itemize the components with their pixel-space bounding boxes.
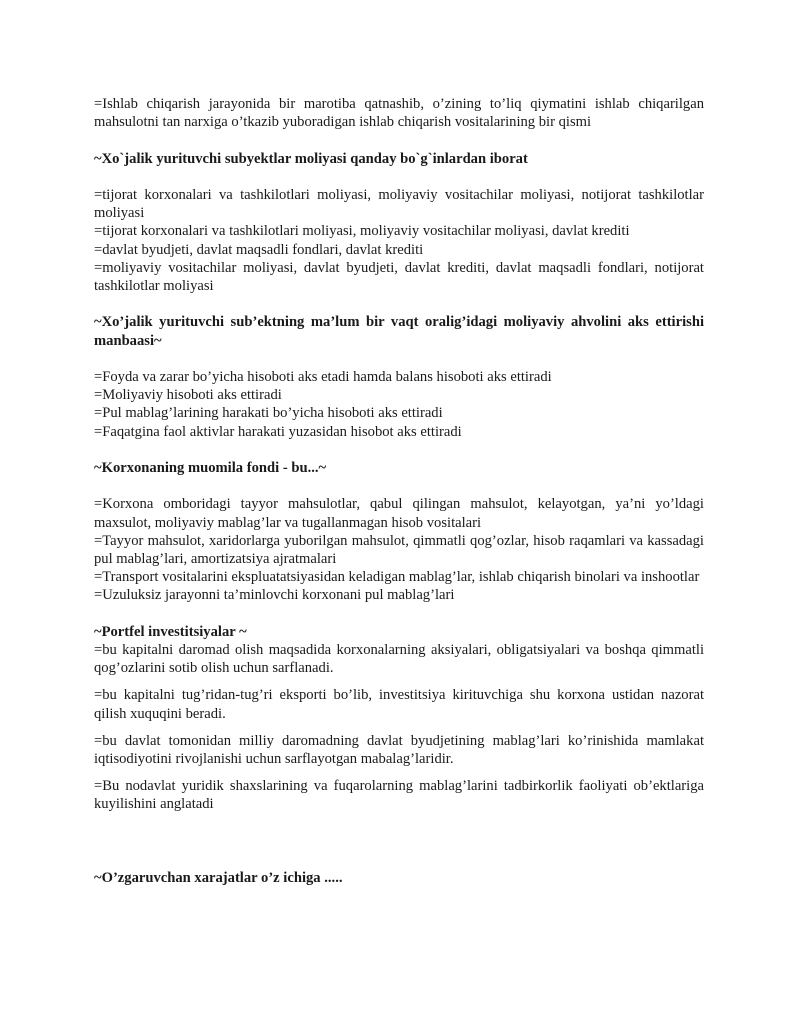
answer-text: =Faqatgina faol aktivlar harakati yuzasidan hisobot aks ettiradi bbox=[94, 423, 462, 440]
answer-text: =Foyda va zarar bo’yicha hisoboti aks etadi hamda balans hisoboti aks ettiradi bbox=[94, 368, 552, 385]
answer-text: =Pul mablag’larining harakati bo’yicha hisoboti aks ettiradi bbox=[94, 405, 443, 422]
answer-text: =davlat byudjeti, davlat maqsadli fondlari, davlat krediti bbox=[94, 241, 424, 258]
question-heading: ~O’zgaruvchan xarajatlar o’z ichiga ..... bbox=[94, 869, 343, 886]
answer-text: =Ishlab chiqarish jarayonida bir marotiba qatnashib, o’zining to’liq qiymatini ishlab chiqarilgan mahsulotni tan narxiga o’tkazib yuboradigan ishlab chiqarish vositalarining bir qismi bbox=[94, 96, 704, 131]
document-page bbox=[94, 95, 704, 887]
question-heading: ~Korxonaning muomila fondi - bu...~ bbox=[94, 459, 327, 476]
answer-text: =moliyaviy vositachilar moliyasi, davlat byudjeti, davlat krediti, davlat maqsadli fondlari, notijorat tashkilotlar moliyasi bbox=[94, 259, 704, 294]
answer-text: =tijorat korxonalari va tashkilotlari moliyasi, moliyaviy vositachilar moliyasi, notijorat tashkilotlar moliyasi bbox=[94, 186, 704, 222]
answer-text: =Bu nodavlat yuridik shaxslarining va fuqarolarning mablag’larini tadbirkorlik faoliyati ob’ektlariga kuyilishini anglatadi bbox=[94, 778, 704, 813]
answer-text: =bu davlat tomonidan milliy daromadning davlat byudjetining mablag’lari ko’rinishida mamlakat iqtisodiyotini rivojlanishi uchun sarflayotgan mabalag’laridir. bbox=[94, 732, 704, 767]
answer-text: =Transport vositalarini ekspluatatsiyasidan keladigan mablag’lar, ishlab chiqarish binolari va inshootlar bbox=[94, 569, 700, 586]
question-heading: ~Portfel investitsiyalar ~ bbox=[94, 623, 247, 640]
answer-text: =bu kapitalni daromad olish maqsadida korxonalarning aksiyalari, obligatsiyalari va boshqa qimmatli qog’ozlarini sotib olish uchun sarflanadi. bbox=[94, 641, 704, 677]
answer-text: =bu kapitalni tug’ridan-tug’ri eksporti bo’lib, investitsiya kirituvchiga shu korxona ustidan nazorat qilish xuquqini beradi. bbox=[94, 687, 704, 722]
question-heading: ~Xo’jalik yurituvchi sub’ektning ma’lum bir vaqt oralig’idagi moliyaviy ahvolini aks ettirishi manbaasi~ bbox=[94, 314, 704, 349]
answer-text: =Uzuluksiz jarayonni ta’minlovchi korxonani pul mablag’lari bbox=[94, 587, 455, 604]
question-heading: ~Xo`jalik yurituvchi subyektlar moliyasi qanday bo`g`inlardan iborat bbox=[94, 150, 528, 167]
answer-text: =Moliyaviy hisoboti aks ettiradi bbox=[94, 387, 282, 404]
answer-text: =tijorat korxonalari va tashkilotlari moliyasi, moliyaviy vositachilar moliyasi, davlat krediti bbox=[94, 223, 630, 240]
answer-text: =Korxona omboridagi tayyor mahsulotlar, qabul qilingan mahsulot, kelayotgan, ya’ni yo’ldagi maxsulot, moliyaviy mablag’lar va tugallanmagan hisob vositalari bbox=[94, 496, 704, 531]
answer-text: =Tayyor mahsulot, xaridorlarga yuborilgan mahsulot, qimmatli qog’ozlar, hisob raqamlari va kassadagi pul mablag’lari, amortizatsiya ajratmalari bbox=[94, 532, 704, 567]
